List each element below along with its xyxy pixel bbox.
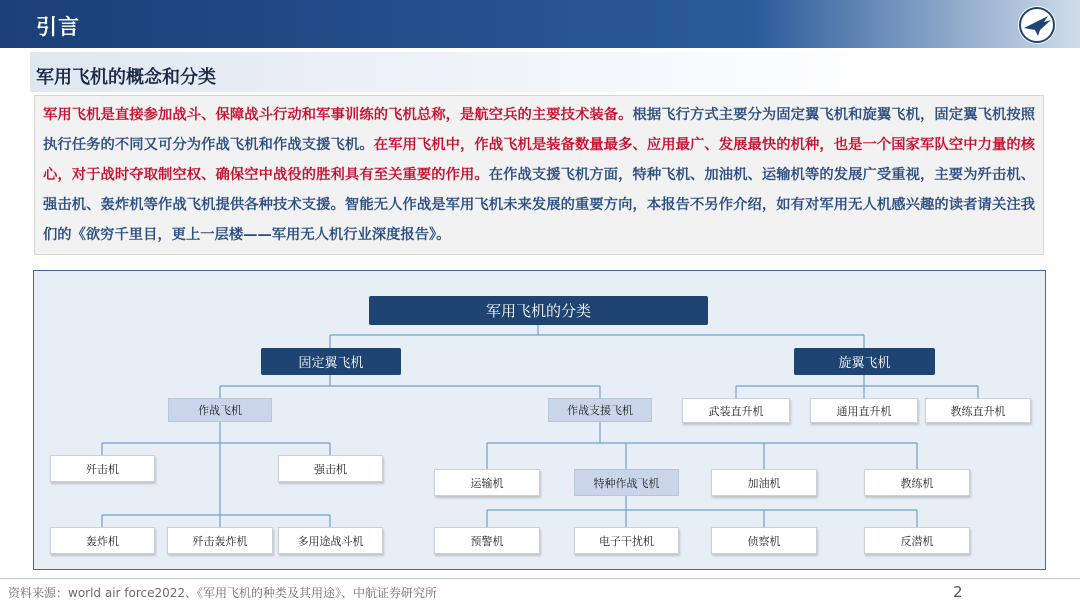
tanker-node: 加油机 [711, 469, 817, 496]
utility-helicopter-node: 通用直升机 [810, 398, 918, 423]
root-node: 军用飞机的分类 [369, 296, 708, 325]
intro-segment: 根据飞行方式主要分为固定翼飞机和旋翼飞机，固定翼飞机按照执行任务的不同又可分为作战飞机和作战支援飞机。 [43, 107, 1035, 153]
intro-segment: 军用飞机是直接参加战斗、保障战斗行动和军事训练的飞机总称，是航空兵的主要技术装备。 [43, 107, 633, 123]
header-bar [0, 0, 1080, 48]
rotary-wing-node: 旋翼飞机 [794, 348, 935, 375]
trainer-helicopter-node: 教练直升机 [925, 398, 1031, 423]
reconnaissance-node: 侦察机 [711, 527, 817, 554]
bomber-node: 轰炸机 [50, 527, 155, 554]
combat-aircraft-node: 作战飞机 [168, 398, 272, 422]
intro-segment: 在作战支援飞机方面，特种飞机、加油机、运输机等的发展广受重视，主要为歼击机、强击机、轰炸机等作战飞机提供各种技术支援。智能无人作战是军用飞机未来发展的重要方向，本报告不另作介绍，如有对军用无人机感兴趣的读者请关注我们的《欲穷千里目，更上一层楼——军用无人机行业深度报告》。 [43, 167, 1035, 243]
airplane-icon [1018, 6, 1056, 44]
fixed-wing-node: 固定翼飞机 [261, 348, 401, 375]
section-title: 引言 [36, 15, 80, 39]
intro-textbox [34, 95, 1044, 255]
multirole-fighter-node: 多用途战斗机 [278, 527, 383, 554]
page-number: 2 [953, 583, 963, 601]
special-aircraft-node: 特种作战飞机 [574, 469, 679, 496]
page-subtitle: 军用飞机的概念和分类 [36, 67, 216, 88]
fighter-node: 歼击机 [50, 455, 155, 482]
company-logo [1018, 6, 1056, 44]
electronic-warfare-node: 电子干扰机 [574, 527, 679, 554]
support-aircraft-node: 作战支援飞机 [548, 398, 652, 422]
trainer-node: 教练机 [864, 469, 970, 496]
intro-paragraph [43, 100, 1035, 250]
armed-helicopter-node: 武装直升机 [682, 398, 790, 423]
aew-node: 预警机 [434, 527, 540, 554]
fighter-bomber-node: 歼击轰炸机 [167, 527, 273, 554]
source-note: 资料来源：world air force2022、《军用飞机的种类及其用途》、中航证券研究所 [8, 586, 438, 600]
footer-divider [0, 578, 1080, 579]
intro-segment: 在军用飞机中，作战飞机是装备数量最多、应用最广、发展最快的机种，也是一个国家军队空中力量的核心，对于战时夺取制空权、确保空中战役的胜利具有至关重要的作用。 [43, 137, 1036, 183]
asw-node: 反潜机 [864, 527, 970, 554]
attacker-node: 强击机 [278, 455, 383, 482]
transport-node: 运输机 [434, 469, 540, 496]
